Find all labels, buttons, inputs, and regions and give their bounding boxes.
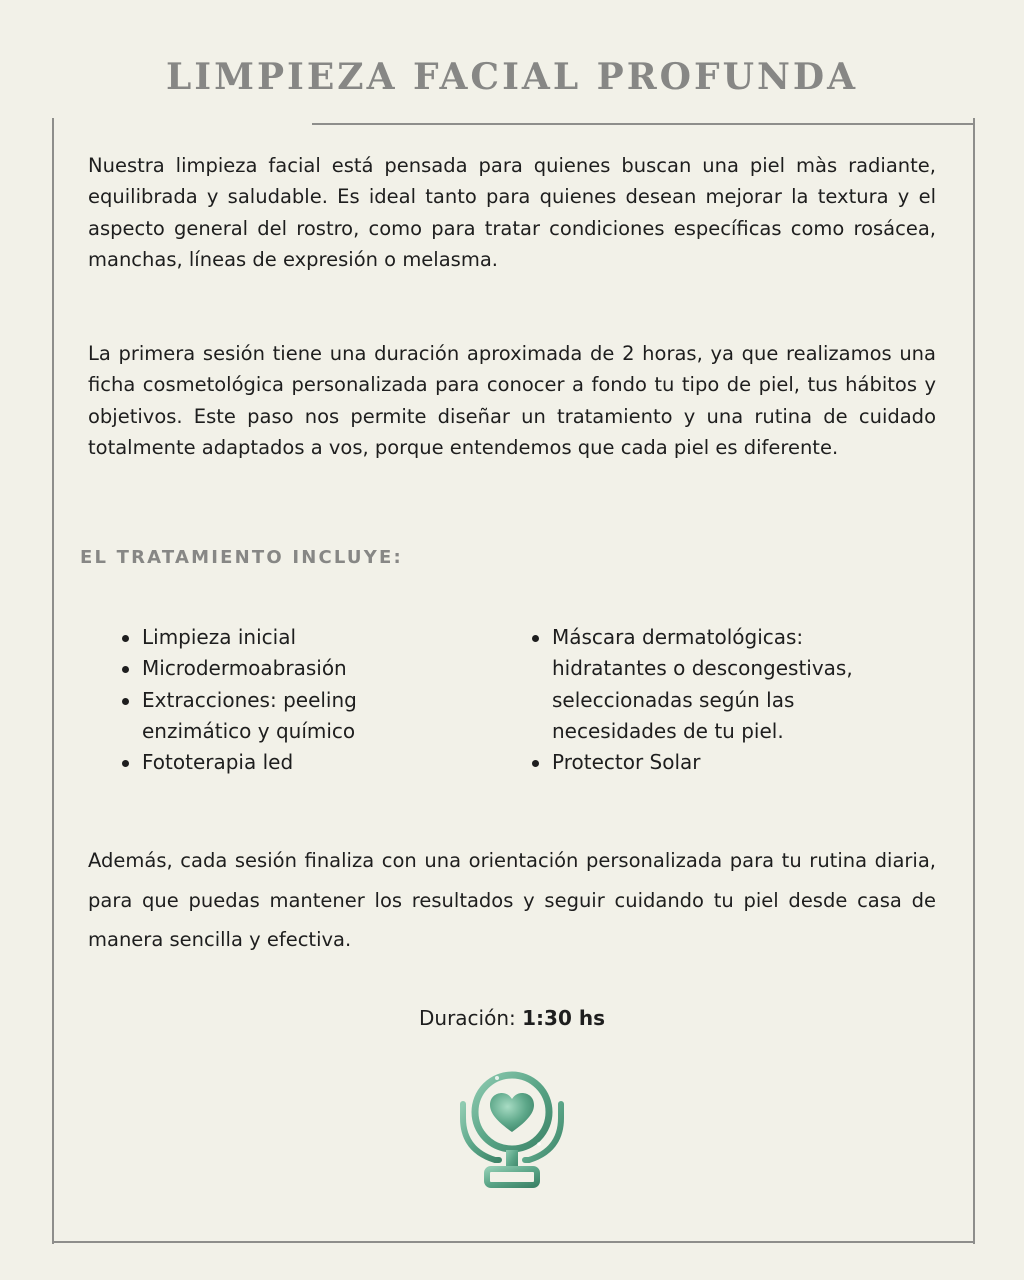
frame-border-left xyxy=(52,118,54,1244)
list-item: Extracciones: peeling enzimático y químico xyxy=(120,685,420,748)
list-item: Fototerapia led xyxy=(120,747,420,778)
list-item: Microdermoabrasión xyxy=(120,653,420,684)
list-item: Limpieza inicial xyxy=(120,622,420,653)
treatment-list-left xyxy=(120,622,420,778)
duration xyxy=(0,1006,1024,1030)
closing-paragraph: Además, cada sesión finaliza con una orientación personalizada para tu rutina diaria, para que puedas mantener los resultados y seguir cuidando tu piel desde casa de manera sencilla y efectiva. xyxy=(88,849,936,951)
bullet-icon xyxy=(122,760,129,767)
bullet-icon xyxy=(532,635,539,642)
frame-border-top xyxy=(312,123,975,125)
frame-border-bottom xyxy=(52,1241,975,1243)
bullet-icon xyxy=(122,635,129,642)
duration-value: 1:30 hs xyxy=(522,1006,605,1030)
bullet-icon xyxy=(122,698,129,705)
treatment-heading: EL TRATAMIENTO INCLUYE: xyxy=(80,547,403,568)
list-item: Máscara dermatológicas: hidratantes o descongestivas, seleccionadas según las necesidades de tu piel. xyxy=(530,622,910,747)
list-item: Protector Solar xyxy=(530,747,910,778)
bullet-icon xyxy=(122,666,129,673)
intro-paragraph: Nuestra limpieza facial está pensada para quienes buscan una piel màs radiante, equilibrada y saludable. Es ideal tanto para quienes desean mejorar la textura y el aspecto general del rostro, como para tratar condiciones específicas como rosácea, manchas, líneas de expresión o melasma. xyxy=(88,154,936,271)
bullet-icon xyxy=(532,760,539,767)
duration-label: Duración: xyxy=(419,1006,523,1030)
mirror-heart-icon xyxy=(455,1068,569,1192)
frame-border-right xyxy=(973,118,975,1244)
treatment-list-right xyxy=(530,622,910,778)
page-title: LIMPIEZA FACIAL PROFUNDA xyxy=(165,56,859,98)
first-session-paragraph: La primera sesión tiene una duración aproximada de 2 horas, ya que realizamos una ficha cosmetológica personalizada para conocer a fondo tu tipo de piel, tus hábitos y objetivos. Este paso nos permite diseñar un tratamiento y una rutina de cuidado totalmente adaptados a vos, porque entendemos que cada piel es diferente. xyxy=(88,342,936,459)
